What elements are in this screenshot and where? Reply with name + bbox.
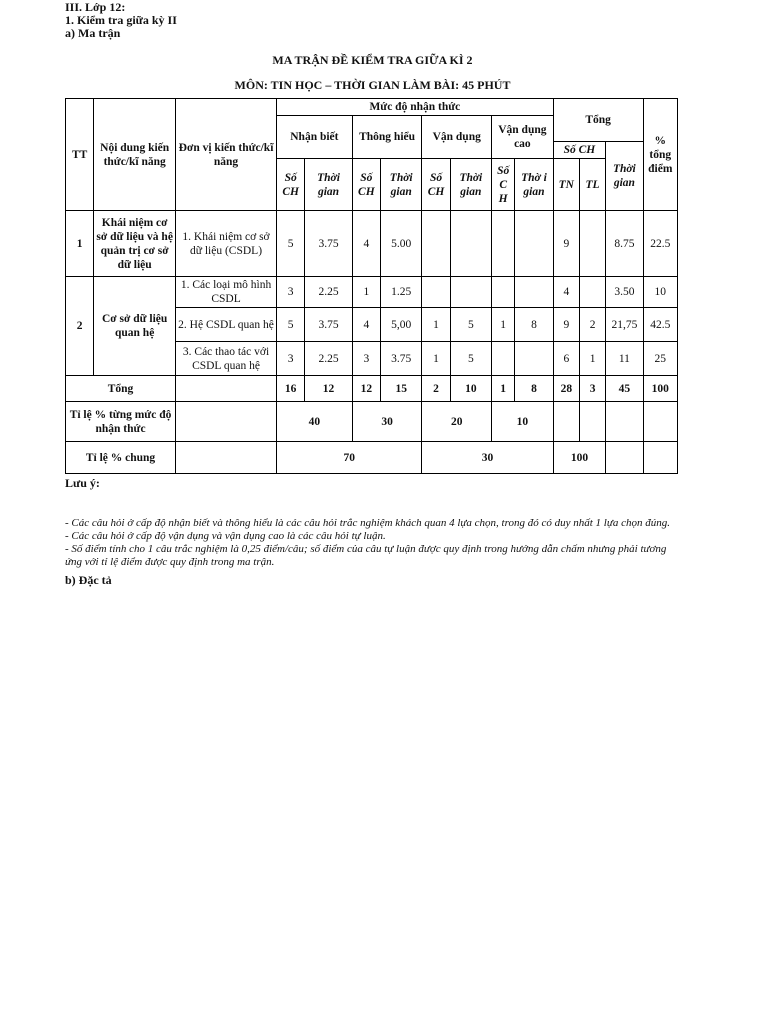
- table-cell: [515, 342, 553, 376]
- table-cell: 16: [277, 376, 305, 402]
- table-cell: 15: [381, 376, 422, 402]
- table-cell: 40: [277, 402, 353, 442]
- table-cell: [553, 402, 579, 442]
- table-cell: 12: [305, 376, 352, 402]
- note-item: - Các câu hỏi ở cấp độ nhận biết và thông hiểu là các câu hỏi trắc nghiệm khách quan 4 lựa chọn, trong đó có duy nhất 1 lựa chọn đúng.: [65, 517, 670, 529]
- header-vd-thoi-gian: Thời gian: [450, 159, 491, 211]
- header-tn: TN: [553, 159, 579, 211]
- table-cell: 5: [277, 211, 305, 277]
- header-nb-thoi-gian: Thời gian: [305, 159, 352, 211]
- table-cell: [422, 277, 450, 308]
- table-cell: 3.75: [305, 308, 352, 342]
- section-heading: III. Lớp 12:: [65, 0, 126, 14]
- table-cell: 1: [492, 308, 515, 342]
- row-unit: 1. Khái niệm cơ sở dữ liệu (CSDL): [176, 211, 277, 277]
- header-van-dung: Vận dụng: [422, 116, 492, 159]
- table-cell: [492, 277, 515, 308]
- table-cell: [606, 442, 643, 474]
- table-cell: 3.75: [305, 211, 352, 277]
- table-cell: 4: [352, 211, 380, 277]
- header-level: Mức độ nhận thức: [277, 99, 554, 116]
- common-ratio-row: [66, 442, 678, 474]
- table-cell: [643, 442, 677, 474]
- table-cell: 25: [643, 342, 677, 376]
- table-cell: 3.75: [381, 342, 422, 376]
- table-cell: 2.25: [305, 277, 352, 308]
- table-cell: [515, 211, 553, 277]
- header-tl: TL: [579, 159, 605, 211]
- table-cell: 5.00: [381, 211, 422, 277]
- header-unit: Đơn vị kiến thức/kĩ năng: [176, 99, 277, 211]
- document-subtitle: MÔN: TIN HỌC – THỜI GIAN LÀM BÀI: 45 PHÚT: [234, 78, 511, 92]
- table-cell: 30: [422, 442, 553, 474]
- header-vdc-thoi-gian: Thờ i gian: [515, 159, 553, 211]
- table-cell: 8.75: [606, 211, 643, 277]
- row-unit: 1. Các loại mô hình CSDL: [176, 277, 277, 308]
- table-cell: [579, 211, 605, 277]
- table-cell: 1: [492, 376, 515, 402]
- matrix-heading: a) Ma trận: [65, 26, 121, 40]
- table-cell: 5: [450, 342, 491, 376]
- table-cell: 1: [579, 342, 605, 376]
- table-cell: [450, 211, 491, 277]
- note-title: Lưu ý:: [65, 476, 100, 490]
- row-unit: 2. Hệ CSDL quan hệ: [176, 308, 277, 342]
- table-cell: [515, 277, 553, 308]
- table-cell: 12: [352, 376, 380, 402]
- table-cell: [422, 211, 450, 277]
- table-cell: 10: [643, 277, 677, 308]
- table-cell: 9: [553, 308, 579, 342]
- table-cell: 30: [352, 402, 422, 442]
- table-cell: [176, 442, 277, 474]
- row-content: Khái niệm cơ sở dữ liệu và hệ quản trị cơ sở dữ liệu: [94, 211, 176, 277]
- total-label: Tổng: [66, 376, 176, 402]
- table-cell: [643, 402, 677, 442]
- header-nb-so-ch: Số CH: [277, 159, 305, 211]
- table-cell: 10: [492, 402, 554, 442]
- table-cell: 6: [553, 342, 579, 376]
- header-so-ch-total: Số CH: [553, 142, 606, 159]
- table-cell: [176, 376, 277, 402]
- table-cell: 1: [422, 308, 450, 342]
- table-cell: 22.5: [643, 211, 677, 277]
- table-cell: 20: [422, 402, 492, 442]
- table-cell: 1: [352, 277, 380, 308]
- table-cell: [579, 402, 605, 442]
- header-th-so-ch: Số CH: [352, 159, 380, 211]
- table-cell: 5: [450, 308, 491, 342]
- table-cell: 10: [450, 376, 491, 402]
- table-cell: 2: [422, 376, 450, 402]
- matrix-table: [65, 98, 678, 474]
- table-cell: [492, 342, 515, 376]
- table-cell: 100: [553, 442, 606, 474]
- table-cell: [579, 277, 605, 308]
- header-nhan-biet: Nhận biết: [277, 116, 353, 159]
- table-cell: 28: [553, 376, 579, 402]
- table-cell: 45: [606, 376, 643, 402]
- table-cell: 4: [352, 308, 380, 342]
- table-cell: 100: [643, 376, 677, 402]
- table-cell: 5: [277, 308, 305, 342]
- notes-block: [65, 517, 680, 569]
- header-vd-so-ch: Số CH: [422, 159, 450, 211]
- row-unit: 3. Các thao tác với CSDL quan hệ: [176, 342, 277, 376]
- row-content: Cơ sở dữ liệu quan hệ: [94, 277, 176, 376]
- table-cell: 8: [515, 376, 553, 402]
- table-cell: 21,75: [606, 308, 643, 342]
- table-cell: [606, 402, 643, 442]
- document-page: [65, 0, 680, 588]
- table-cell: 2.25: [305, 342, 352, 376]
- subsection-heading: 1. Kiểm tra giữa kỳ II: [65, 13, 177, 27]
- note-item: - Các câu hỏi ở cấp độ vận dụng và vận dụng cao là các câu hỏi tự luận.: [65, 530, 386, 542]
- header-content: Nội dung kiến thức/kĩ năng: [94, 99, 176, 211]
- table-cell: 11: [606, 342, 643, 376]
- table-cell: 2: [579, 308, 605, 342]
- table-cell: 3: [277, 342, 305, 376]
- table-cell: 3: [579, 376, 605, 402]
- table-cell: [492, 211, 515, 277]
- table-cell: 1.25: [381, 277, 422, 308]
- table-cell: 42.5: [643, 308, 677, 342]
- table-cell: 4: [553, 277, 579, 308]
- table-cell: 5,00: [381, 308, 422, 342]
- header-percent: % tổng điểm: [643, 99, 677, 211]
- row-number: 1: [66, 211, 94, 277]
- header-time-total: Thời gian: [606, 142, 643, 211]
- header-van-dung-cao: Vận dụng cao: [492, 116, 554, 159]
- header-tt: TT: [66, 99, 94, 211]
- section-b-heading: b) Đặc tả: [65, 573, 112, 587]
- table-cell: [176, 402, 277, 442]
- table-cell: 3: [277, 277, 305, 308]
- ratio-label: Tỉ lệ % từng mức độ nhận thức: [66, 402, 176, 442]
- table-cell: 8: [515, 308, 553, 342]
- common-ratio-label: Tỉ lệ % chung: [66, 442, 176, 474]
- header-total: Tổng: [553, 99, 643, 142]
- table-cell: 1: [422, 342, 450, 376]
- total-row: [66, 376, 678, 402]
- table-cell: 3: [352, 342, 380, 376]
- header-th-thoi-gian: Thời gian: [381, 159, 422, 211]
- ratio-row: [66, 402, 678, 442]
- header-vdc-so-ch: Số C H: [492, 159, 515, 211]
- table-row: [66, 211, 678, 277]
- table-cell: 3.50: [606, 277, 643, 308]
- header-thong-hieu: Thông hiểu: [352, 116, 422, 159]
- document-title: MA TRẬN ĐỀ KIỂM TRA GIỮA KÌ 2: [272, 53, 473, 67]
- table-row: [66, 277, 678, 308]
- table-cell: 70: [277, 442, 422, 474]
- row-number: 2: [66, 277, 94, 376]
- table-cell: [450, 277, 491, 308]
- note-item: - Số điểm tính cho 1 câu trắc nghiệm là 0,25 điểm/câu; số điểm của câu tự luận được quy định trong hướng dẫn chấm nhưng phải tương ứng với tỉ lệ điểm được quy định trong ma trận.: [65, 543, 667, 568]
- table-cell: 9: [553, 211, 579, 277]
